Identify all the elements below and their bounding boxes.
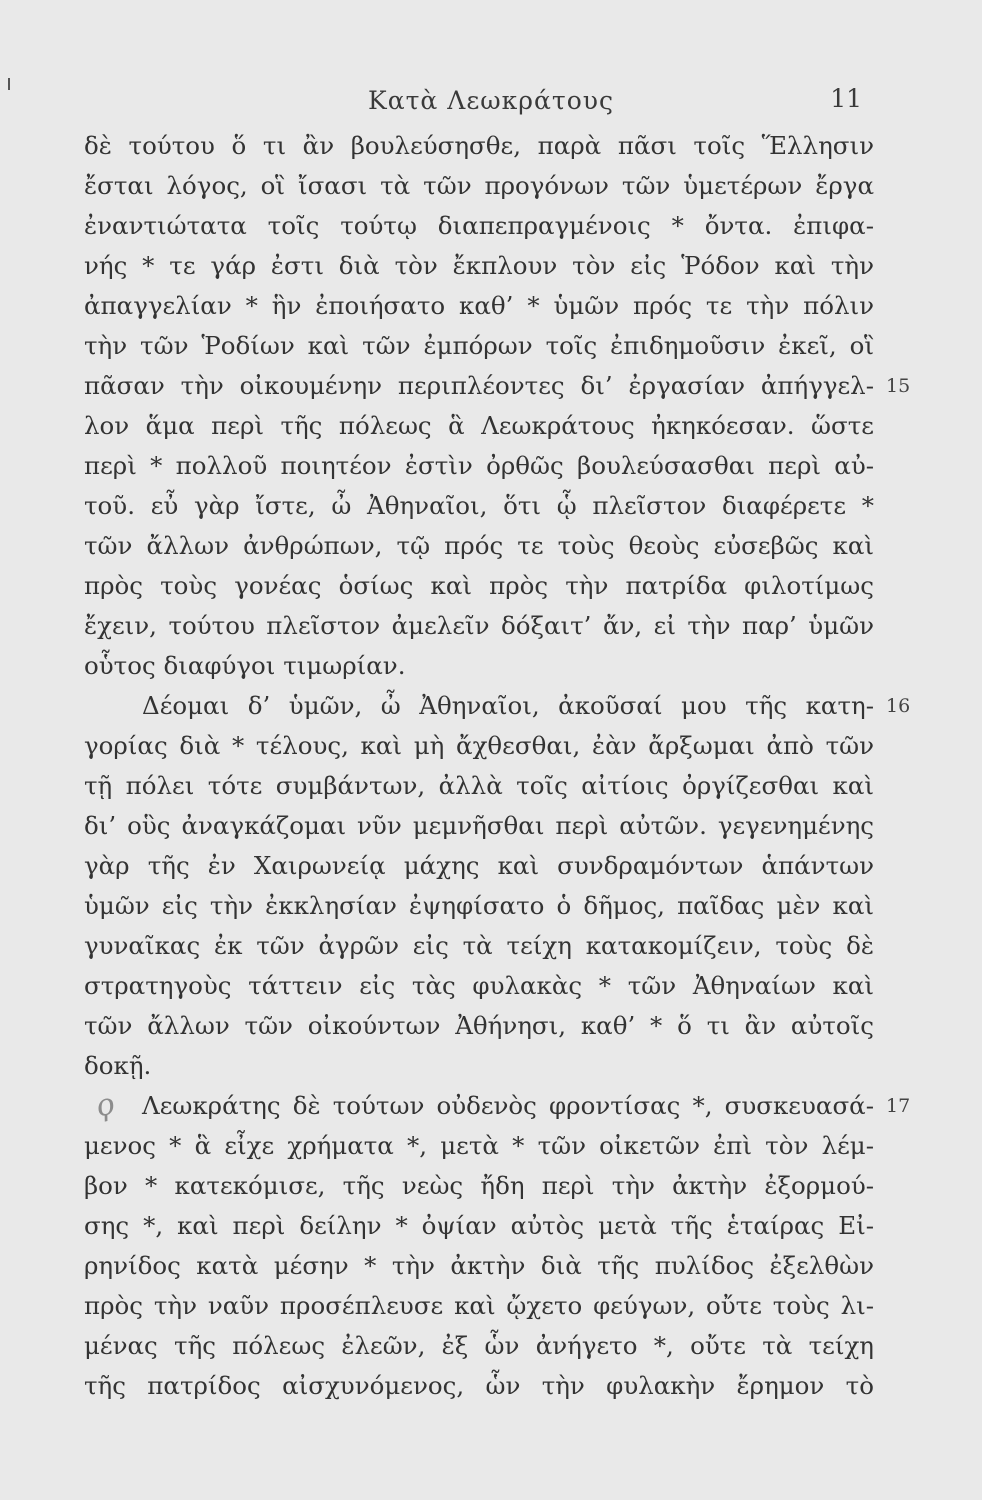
text-line: τοῦ. εὖ γὰρ ἴστε, ὦ Ἀθηναῖοι, ὅτι ᾧ πλεῖστον διαφέρετε *	[84, 491, 874, 520]
text-line: μένας τῆς πόλεως ἐλεῶν, ἐξ ὧν ἀνήγετο *, οὔτε τὰ τείχη	[84, 1331, 874, 1360]
text-line: βον * κατεκόμισε, τῆς νεὼς ἤδη περὶ τὴν ἀκτὴν ἐξορμού-	[84, 1171, 874, 1200]
text-line: γὰρ τῆς ἐν Χαιρωνείᾳ μάχης καὶ συνδραμόντων ἁπάντων	[84, 851, 874, 880]
text-line: γυναῖκας ἐκ τῶν ἀγρῶν εἰς τὰ τείχη κατακομίζειν, τοὺς δὲ	[84, 931, 874, 960]
text-line: περὶ * πολλοῦ ποιητέον ἐστὶν ὀρθῶς βουλεύσασθαι περὶ αὐ-	[84, 451, 874, 480]
paragraph-start-line: Λεωκράτης δὲ τούτων οὐδενὸς φροντίσας *, συσκευασά-	[142, 1091, 874, 1120]
paragraph-start-line: Δέομαι δ’ ὑμῶν, ὦ Ἀθηναῖοι, ἀκοῦσαί μου τῆς κατη-	[142, 691, 874, 720]
text-line: λον ἅμα περὶ τῆς πόλεως ἃ Λεωκράτους ἠκηκόεσαν. ὥστε	[84, 411, 874, 440]
text-line: τῆς πατρίδος αἰσχυνόμενος, ὧν τὴν φυλακὴν ἔρημον τὸ	[84, 1371, 874, 1400]
text-line: ἐναντιώτατα τοῖς τούτῳ διαπεπραγμένοις * ὄντα. ἐπιφα-	[84, 211, 874, 240]
text-line: δοκῇ.	[84, 1051, 152, 1080]
section-number: 16	[886, 695, 911, 717]
page-number: 11	[830, 84, 862, 113]
text-line: μενος * ἃ εἶχε χρήματα *, μετὰ * τῶν οἰκετῶν ἐπὶ τὸν λέμ-	[84, 1131, 874, 1160]
text-line: ρηνίδος κατὰ μέσην * τὴν ἀκτὴν διὰ τῆς πυλίδος ἐξελθὼν	[84, 1251, 874, 1280]
body-text	[84, 126, 874, 1406]
text-line: δὲ τούτου ὅ τι ἂν βουλεύσησθε, παρὰ πᾶσι τοῖς Ἕλλησιν	[84, 131, 874, 160]
text-line: ἔχειν, τούτου πλεῖστον ἀμελεῖν δόξαιτ’ ἄν, εἰ τὴν παρ’ ὑμῶν	[84, 611, 874, 640]
text-line: στρατηγοὺς τάττειν εἰς τὰς φυλακὰς * τῶν Ἀθηναίων καὶ	[84, 971, 874, 1000]
running-header-title: Κατὰ Λεωκράτους	[368, 86, 614, 115]
text-line: ἔσται λόγος, οἳ ἴσασι τὰ τῶν προγόνων τῶν ὑμετέρων ἔργα	[84, 171, 874, 200]
text-line: σης *, καὶ περὶ δείλην * ὀψίαν αὐτὸς μετὰ τῆς ἑταίρας Εἰ-	[84, 1211, 874, 1240]
text-line: πᾶσαν τὴν οἰκουμένην περιπλέοντες δι’ ἐργασίαν ἀπήγγελ-	[84, 371, 874, 400]
text-line: πρὸς τοὺς γονέας ὁσίως καὶ πρὸς τὴν πατρίδα φιλοτίμως	[84, 571, 874, 600]
section-number: 15	[886, 375, 911, 397]
pencil-annotation: ϙ	[92, 1086, 118, 1125]
text-line: οὗτος διαφύγοι τιμωρίαν.	[84, 651, 406, 680]
text-line: νής * τε γάρ ἐστι διὰ τὸν ἔκπλουν τὸν εἰς Ῥόδον καὶ τὴν	[84, 251, 874, 280]
text-line: γορίας διὰ * τέλους, καὶ μὴ ἄχθεσθαι, ἐὰν ἄρξωμαι ἀπὸ τῶν	[84, 731, 874, 760]
text-line: ἀπαγγελίαν * ἣν ἐποιήσατο καθ’ * ὑμῶν πρός τε τὴν πόλιν	[84, 291, 874, 320]
text-line: δι’ οὓς ἀναγκάζομαι νῦν μεμνῆσθαι περὶ αὐτῶν. γεγενημένης	[84, 811, 874, 840]
text-line: τῶν ἄλλων ἀνθρώπων, τῷ πρός τε τοὺς θεοὺς εὐσεβῶς καὶ	[84, 531, 874, 560]
text-line: ὑμῶν εἰς τὴν ἐκκλησίαν ἐψηφίσατο ὁ δῆμος, παῖδας μὲν καὶ	[84, 891, 874, 920]
text-line: τῇ πόλει τότε συμβάντων, ἀλλὰ τοῖς αἰτίοις ὀργίζεσθαι καὶ	[84, 771, 874, 800]
text-line: τῶν ἄλλων τῶν οἰκούντων Ἀθήνησι, καθ’ * ὅ τι ἂν αὐτοῖς	[84, 1011, 874, 1040]
text-line: πρὸς τὴν ναῦν προσέπλευσε καὶ ᾤχετο φεύγων, οὔτε τοὺς λι-	[84, 1291, 874, 1320]
section-number: 17	[886, 1095, 911, 1117]
text-line: τὴν τῶν Ῥοδίων καὶ τῶν ἐμπόρων τοῖς ἐπιδημοῦσιν ἐκεῖ, οἳ	[84, 331, 874, 360]
